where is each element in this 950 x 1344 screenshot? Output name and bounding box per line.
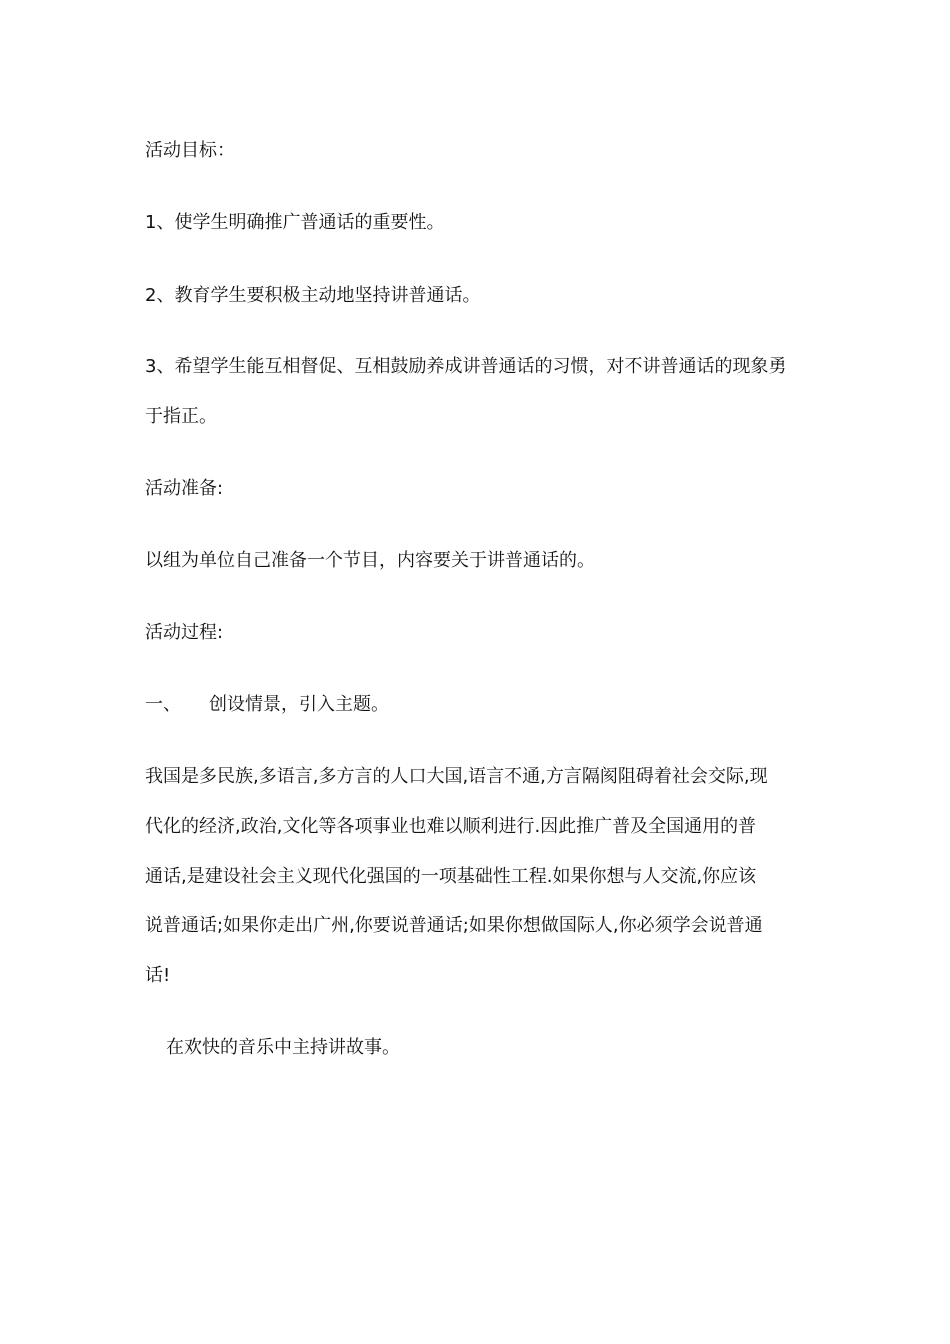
paragraph-line-1: 我国是多民族,多语言,多方言的人口大国,语言不通,方言隔阂阻碍着社会交际,现 <box>145 766 768 787</box>
paragraph-line-5: 话! <box>145 965 171 986</box>
paragraph-line-3: 通话,是建设社会主义现代化强国的一项基础性工程.如果你想与人交流,你应该 <box>145 866 757 887</box>
goal-item-2: 2、教育学生要积极主动地坚持讲普通话。 <box>145 285 481 306</box>
goal-item-1: 1、使学生明确推广普通话的重要性。 <box>145 212 445 233</box>
section-one-number: 一、 <box>145 694 181 715</box>
goal-heading: 活动目标： <box>145 140 235 161</box>
goal-item-3: 3、希望学生能互相督促、互相鼓励养成讲普通话的习惯，对不讲普通话的现象勇 <box>145 356 787 377</box>
section-one-title: 创设情景，引入主题。 <box>209 694 389 715</box>
prep-heading: 活动准备: <box>145 478 224 499</box>
process-heading: 活动过程: <box>145 622 224 643</box>
paragraph-line-2: 代化的经济,政治,文化等各项事业也难以顺利进行.因此推广普及全国通用的普 <box>145 816 757 837</box>
closing-line: 在欢快的音乐中主持讲故事。 <box>166 1037 400 1058</box>
paragraph-line-4: 说普通话;如果你走出广州,你要说普通话;如果你想做国际人,你必须学会说普通 <box>145 915 763 936</box>
goal-item-3-continued: 于指正。 <box>145 406 217 427</box>
prep-text: 以组为单位自己准备一个节目，内容要关于讲普通话的。 <box>145 550 595 571</box>
section-one-heading <box>145 693 389 717</box>
